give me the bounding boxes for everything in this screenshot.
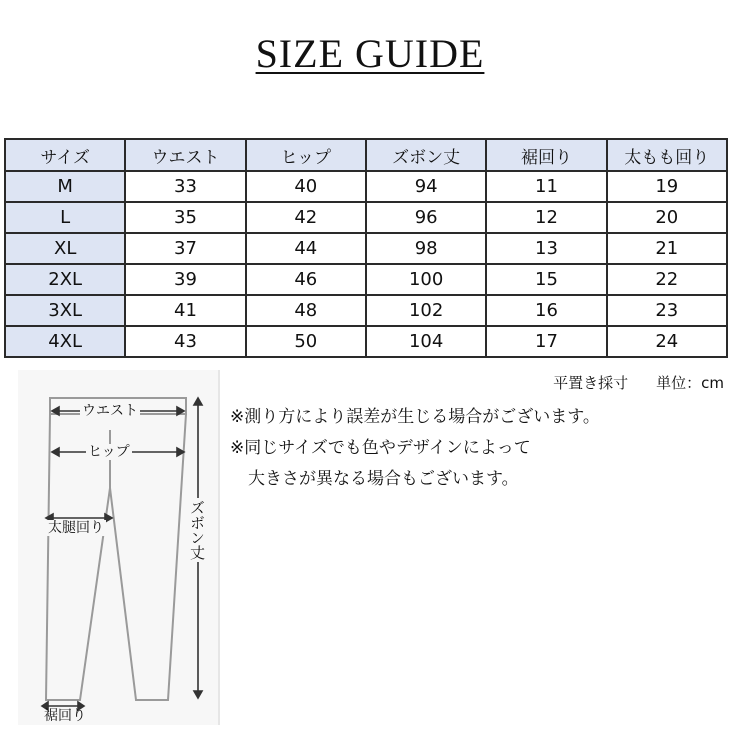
size-cell: XL [5, 233, 125, 264]
column-header-waist: ウエスト [125, 139, 245, 171]
table-row [5, 171, 727, 202]
unit-note: 単位：cm [656, 374, 724, 392]
table-row [5, 264, 727, 295]
table-row [5, 202, 727, 233]
size-table [4, 138, 728, 358]
table-row [5, 295, 727, 326]
table-cell: 23 [607, 295, 727, 326]
column-header-thigh: 太もも回り [607, 139, 727, 171]
hem-label: 裾回り [44, 708, 86, 724]
table-cell: 94 [366, 171, 486, 202]
table-cell: 42 [246, 202, 366, 233]
table-cell: 15 [486, 264, 606, 295]
table-cell: 98 [366, 233, 486, 264]
table-cell: 17 [486, 326, 606, 357]
table-row [5, 233, 727, 264]
size-cell: 3XL [5, 295, 125, 326]
table-cell: 50 [246, 326, 366, 357]
table-cell: 41 [125, 295, 245, 326]
table-row [5, 326, 727, 357]
table-cell: 20 [607, 202, 727, 233]
table-cell: 48 [246, 295, 366, 326]
table-cell: 21 [607, 233, 727, 264]
measure-method-note: 平置き採寸 [553, 374, 629, 392]
table-cell: 24 [607, 326, 727, 357]
table-cell: 39 [125, 264, 245, 295]
measurement-info [0, 372, 724, 393]
size-cell: 4XL [5, 326, 125, 357]
length-label: ズボン丈 [188, 500, 206, 560]
size-cell: L [5, 202, 125, 233]
table-cell: 13 [486, 233, 606, 264]
size-cell: M [5, 171, 125, 202]
table-cell: 102 [366, 295, 486, 326]
table-cell: 19 [607, 171, 727, 202]
column-header-hem: 裾回り [486, 139, 606, 171]
table-cell: 43 [125, 326, 245, 357]
column-header-hip: ヒップ [246, 139, 366, 171]
column-header-length: ズボン丈 [366, 139, 486, 171]
table-cell: 12 [486, 202, 606, 233]
column-header-size: サイズ [5, 139, 125, 171]
hip-label: ヒップ [88, 444, 130, 460]
table-cell: 104 [366, 326, 486, 357]
table-cell: 16 [486, 295, 606, 326]
table-cell: 100 [366, 264, 486, 295]
table-cell: 35 [125, 202, 245, 233]
waist-label: ウエスト [82, 403, 138, 419]
table-cell: 46 [246, 264, 366, 295]
page-title: SIZE GUIDE [255, 31, 485, 76]
thigh-label: 太腿回り [48, 520, 104, 536]
table-cell: 33 [125, 171, 245, 202]
table-cell: 96 [366, 202, 486, 233]
table-cell: 44 [246, 233, 366, 264]
note-line: ※同じサイズでも色やデザインによって [230, 438, 531, 458]
table-cell: 40 [246, 171, 366, 202]
table-header-row [5, 139, 727, 171]
size-cell: 2XL [5, 264, 125, 295]
pants-measurement-diagram [18, 370, 220, 725]
table-cell: 22 [607, 264, 727, 295]
table-cell: 37 [125, 233, 245, 264]
note-line: 大きさが異なる場合もございます。 [248, 469, 519, 489]
table-cell: 11 [486, 171, 606, 202]
notes-block [230, 402, 600, 495]
note-line: ※測り方により誤差が生じる場合がございます。 [230, 407, 600, 427]
